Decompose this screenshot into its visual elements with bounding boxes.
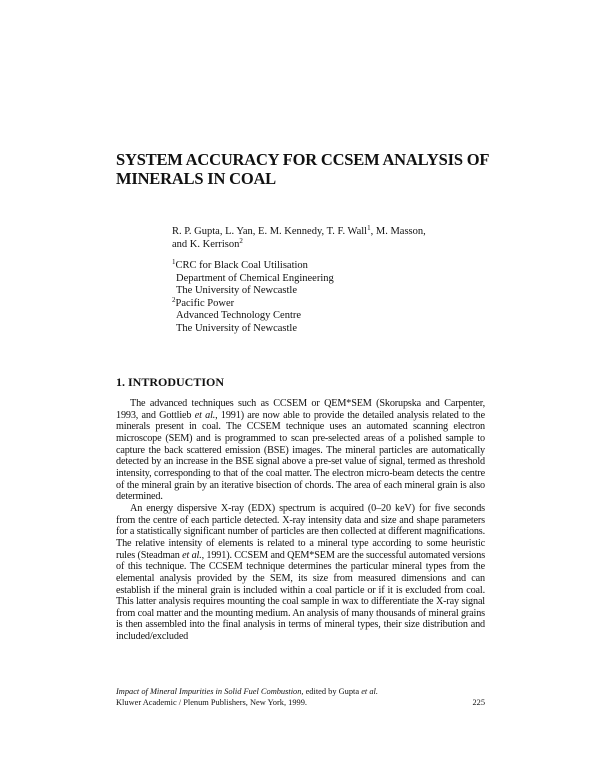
affiliation-line	[172, 260, 472, 273]
et-al: et al.	[361, 687, 378, 696]
book-title: Impact of Mineral Impurities in Solid Fuel Combustion	[116, 687, 302, 696]
page-number: 225	[472, 698, 485, 707]
affiliation-line	[172, 273, 472, 286]
affiliation-text: The University of Newcastle	[176, 285, 298, 297]
affiliation-marker: 1	[172, 258, 176, 266]
citation-text: , edited by Gupta	[301, 687, 362, 696]
affiliation-text: The University of Newcastle	[176, 322, 298, 334]
author-names: R. P. Gupta, L. Yan, E. M. Kennedy, T. F. Wall	[172, 226, 368, 237]
author-line-2	[172, 238, 472, 251]
affiliation-text: Advanced Technology Centre	[176, 310, 302, 322]
paragraph	[116, 398, 485, 503]
paper-title: SYSTEM ACCURACY FOR CCSEM ANALYSIS OF MINERALS IN COAL	[116, 150, 489, 188]
affiliation-marker: 2	[239, 237, 243, 245]
affiliation-line	[172, 310, 472, 323]
paragraph-text: The advanced techniques such as CCSEM or QEM*SEM (Skorupska and Carpenter, 1993, and Gottlieb	[116, 398, 485, 421]
affiliation-block	[172, 260, 472, 336]
author-names: and K. Kerrison	[172, 239, 240, 250]
paragraph-text: An energy dispersive X-ray (EDX) spectrum is acquired (0–20 keV) for five seconds from the centre of each particle detected. X-ray intensity data and size and shape parameters for a statistically significant number of particles are then collected at different magnifications. The relative intensity of elements is related to a mineral type according to some heuristic rules (Steadman	[116, 502, 485, 561]
affiliation-text: Pacific Power	[175, 297, 235, 309]
publisher-line: Kluwer Academic / Plenum Publishers, New York, 1999.	[116, 698, 307, 707]
affiliation-marker: 1	[367, 224, 371, 232]
page-footer	[116, 686, 485, 708]
citation-line	[116, 686, 485, 697]
et-al: et al.	[182, 549, 202, 561]
paragraph-text: , 1991) are now able to provide the detailed analysis related to the minerals present in coal. The CCSEM technique uses an automated scanning electron microscope (SEM) and is programmed to scan pre-selected areas of a polished sample to capture the back scattered emission (BSE) images. The mineral particles are automatically detected by an increase in the BSE signal above a pre-set value of signal, termed as threshold intensity, corresponding to that of the coal matter. The electron micro-beam detects the centre of the mineral grain by an iterative bisection of chords. The area of each mineral grain is also determined.	[116, 409, 485, 503]
affiliation-line	[172, 323, 472, 336]
et-al: et al.	[194, 409, 216, 421]
affiliation-line	[172, 285, 472, 298]
paragraph-text: , 1991). CCSEM and QEM*SEM are the successful automated versions of this technique. The CCSEM technique determines the particular mineral types from the elemental analysis provided by the SEM, its size from measured dimensions and can establish if the mineral grain is included within a coal particle or if it is excluded from coal. This latter analysis requires mounting the coal sample in wax to differentiate the X-ray signal from coal matter and the mounting medium. An analysis of many thousands of mineral grains is then assembled into the final analysis in terms of mineral types, their size distribution and included/excluded	[116, 549, 486, 643]
affiliation-text: Department of Chemical Engineering	[176, 272, 334, 284]
affiliation-text: CRC for Black Coal Utilisation	[175, 260, 308, 271]
author-list	[172, 225, 472, 251]
affiliation-line	[172, 295, 472, 311]
author-names-tail: , M. Masson,	[370, 226, 426, 237]
author-line-1	[172, 225, 472, 238]
section-heading: 1. INTRODUCTION	[116, 375, 225, 389]
affiliation-marker: 2	[172, 295, 176, 304]
paragraph	[116, 503, 485, 643]
body-text	[116, 398, 485, 643]
